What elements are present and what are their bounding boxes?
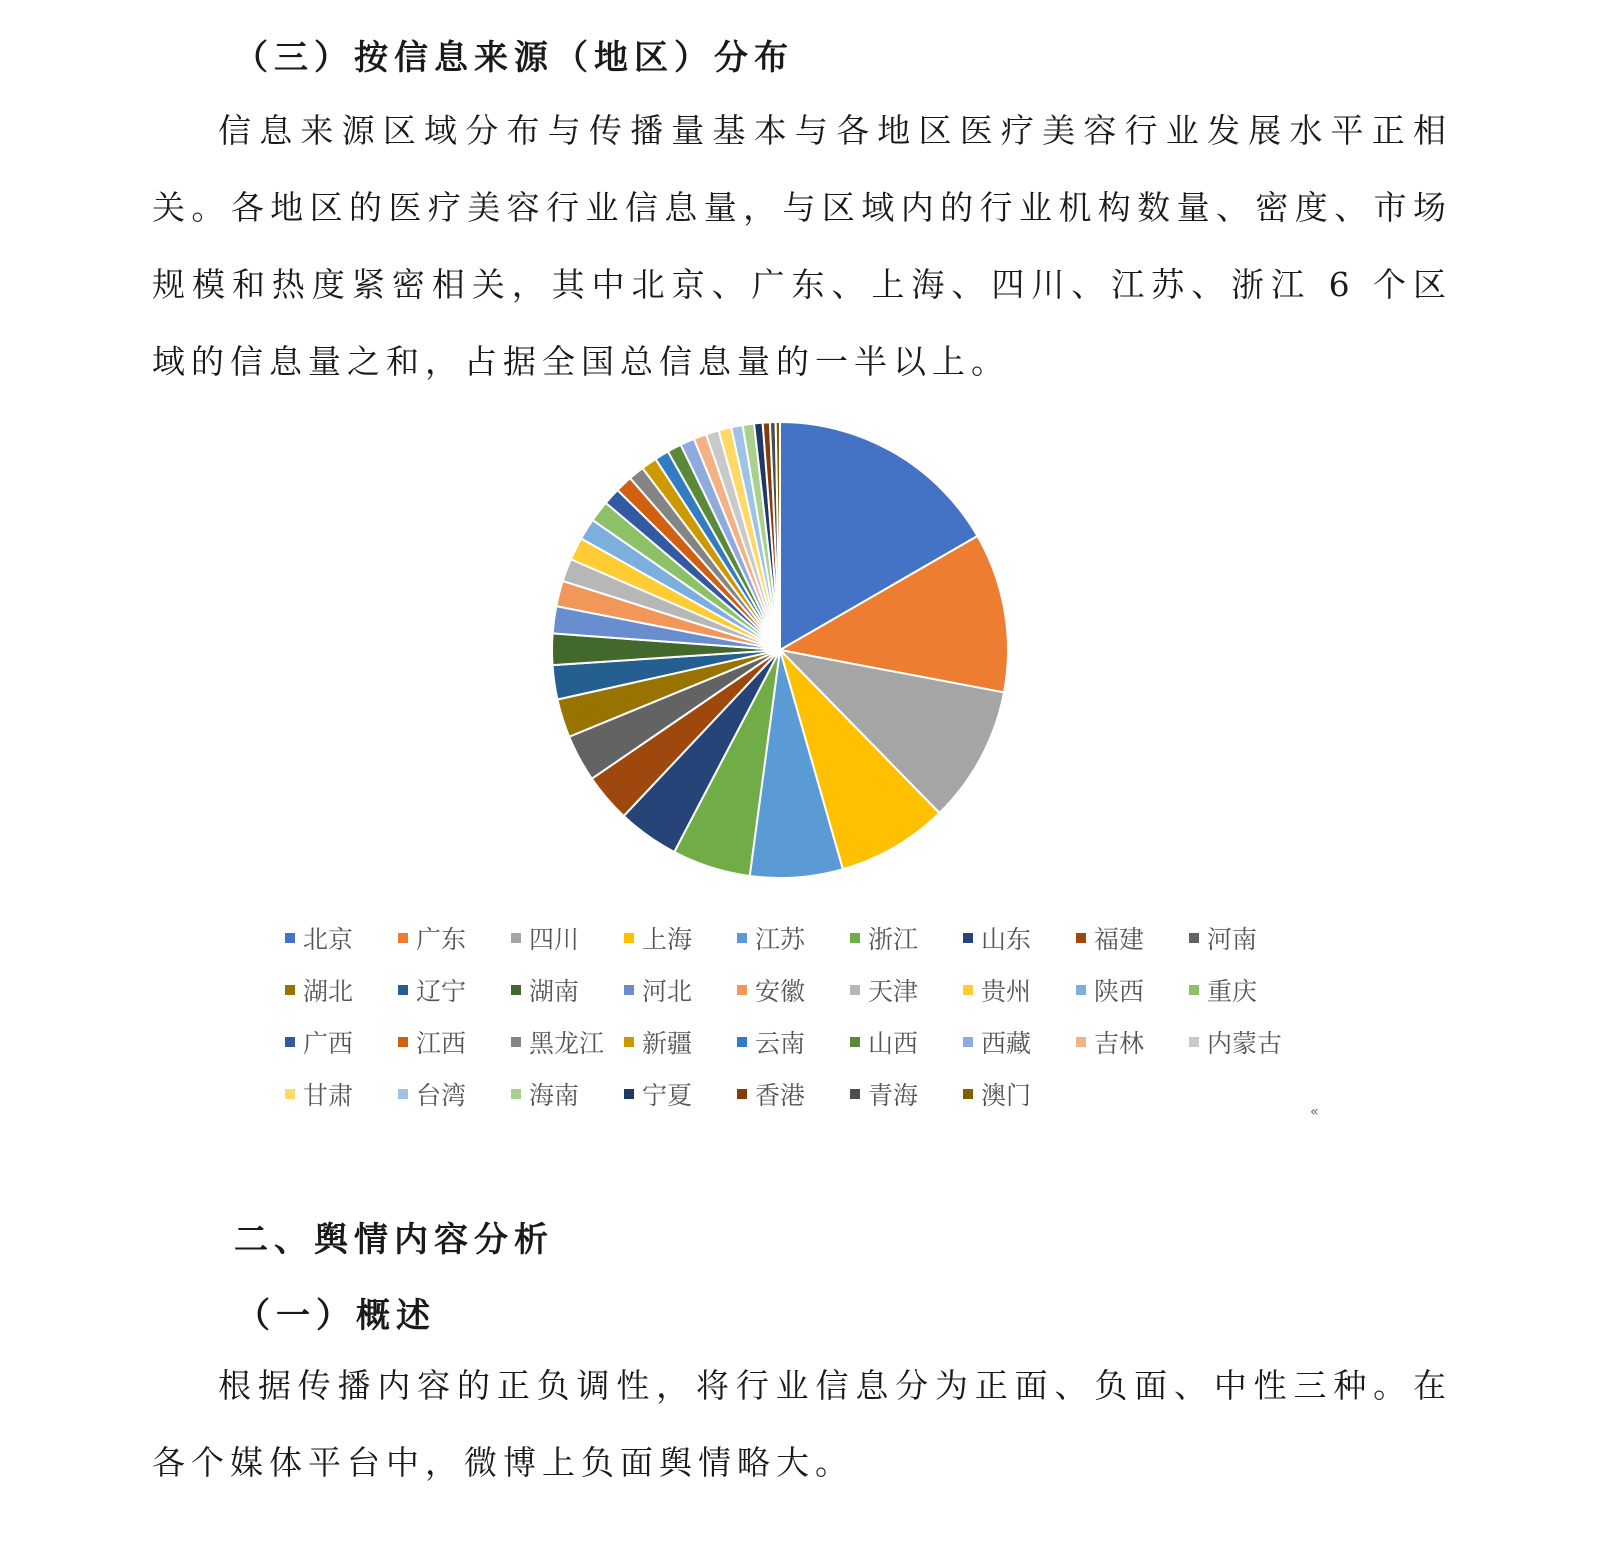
- legend-item: [511, 1016, 624, 1068]
- legend-item: [1189, 912, 1302, 964]
- legend-label: 江苏: [755, 925, 806, 954]
- legend-swatch: [285, 1089, 295, 1099]
- legend-item: [398, 912, 511, 964]
- legend-swatch: [511, 933, 521, 943]
- legend-item: [963, 1016, 1076, 1068]
- paragraph-region-distribution: 信息来源区域分布与传播量基本与各地区医疗美容行业发展水平正相关。各地区的医疗美容行业信息量，与区域内的行业机构数量、密度、市场规模和热度紧密相关，其中北京、广东、上海、四川、江苏、浙江 6 个区域的信息量之和，占据全国总信息量的一半以上。: [152, 111, 1452, 381]
- legend-swatch: [737, 985, 747, 995]
- legend-swatch: [737, 1037, 747, 1047]
- legend-label: 云南: [755, 1029, 806, 1058]
- legend-swatch: [850, 985, 860, 995]
- legend-swatch: [398, 1089, 408, 1099]
- legend-item: [1189, 1016, 1302, 1068]
- legend-label: 贵州: [981, 977, 1032, 1006]
- legend-swatch: [1189, 933, 1199, 943]
- legend-label: 安徽: [755, 977, 806, 1006]
- legend-label: 澳门: [981, 1081, 1032, 1110]
- legend-label: 北京: [303, 925, 354, 954]
- legend-item: [850, 912, 963, 964]
- legend-label: 河北: [642, 977, 693, 1006]
- legend-swatch: [850, 1037, 860, 1047]
- legend-label: 湖南: [529, 977, 580, 1006]
- legend-label: 四川: [529, 925, 580, 954]
- legend-label: 内蒙古: [1207, 1029, 1283, 1058]
- legend-item: [511, 964, 624, 1016]
- legend-swatch: [285, 985, 295, 995]
- legend-swatch: [624, 1089, 634, 1099]
- legend-item: [398, 964, 511, 1016]
- legend-swatch: [963, 1037, 973, 1047]
- legend-label: 山西: [868, 1029, 919, 1058]
- legend-label: 山东: [981, 925, 1032, 954]
- legend-label: 广西: [303, 1029, 354, 1058]
- section-2-heading: 二、舆情内容分析: [234, 1220, 554, 1260]
- legend-label: 重庆: [1207, 977, 1258, 1006]
- legend-label: 辽宁: [416, 977, 467, 1006]
- legend-label: 天津: [868, 977, 919, 1006]
- legend-item: [511, 912, 624, 964]
- legend-item: [1076, 1016, 1189, 1068]
- overview-heading: （一）概述: [236, 1296, 436, 1336]
- legend-swatch: [398, 933, 408, 943]
- legend-swatch: [285, 1037, 295, 1047]
- legend-swatch: [737, 1089, 747, 1099]
- legend-swatch: [398, 1037, 408, 1047]
- legend-item: [737, 912, 850, 964]
- legend-item: [285, 1068, 398, 1120]
- legend-item: [624, 1016, 737, 1068]
- legend-item: [398, 1068, 511, 1120]
- legend-item: [624, 912, 737, 964]
- legend-label: 西藏: [981, 1029, 1032, 1058]
- legend-label: 上海: [642, 925, 693, 954]
- legend-label: 福建: [1094, 925, 1145, 954]
- legend-label: 台湾: [416, 1081, 467, 1110]
- legend-swatch: [963, 985, 973, 995]
- legend-item: [511, 1068, 624, 1120]
- region-pie-chart: [540, 410, 1020, 890]
- legend-item: [963, 912, 1076, 964]
- legend-label: 浙江: [868, 925, 919, 954]
- legend-item: [398, 1016, 511, 1068]
- legend-item: [963, 1068, 1076, 1120]
- legend-swatch: [1189, 985, 1199, 995]
- legend-item: [850, 1016, 963, 1068]
- legend-swatch: [963, 1089, 973, 1099]
- legend-swatch: [511, 1089, 521, 1099]
- legend-swatch: [963, 933, 973, 943]
- legend-swatch: [1076, 933, 1086, 943]
- legend-label: 新疆: [642, 1029, 693, 1058]
- legend-swatch: [511, 985, 521, 995]
- legend-label: 广东: [416, 925, 467, 954]
- pie-legend: [285, 912, 1345, 1120]
- legend-item: [737, 1068, 850, 1120]
- legend-item: [1189, 964, 1302, 1016]
- legend-item: [737, 964, 850, 1016]
- legend-swatch: [850, 933, 860, 943]
- legend-item: [624, 964, 737, 1016]
- legend-item: [737, 1016, 850, 1068]
- legend-swatch: [624, 985, 634, 995]
- legend-item: [285, 964, 398, 1016]
- section-heading: （三）按信息来源（地区）分布: [234, 38, 794, 78]
- legend-item: [624, 1068, 737, 1120]
- legend-label: 陕西: [1094, 977, 1145, 1006]
- legend-item: [285, 1016, 398, 1068]
- legend-swatch: [737, 933, 747, 943]
- legend-label: 河南: [1207, 925, 1258, 954]
- legend-label: 湖北: [303, 977, 354, 1006]
- legend-item: [1076, 964, 1189, 1016]
- legend-swatch: [624, 1037, 634, 1047]
- legend-item: [285, 912, 398, 964]
- legend-item: [850, 964, 963, 1016]
- corner-mark: «: [1310, 1104, 1319, 1120]
- legend-swatch: [398, 985, 408, 995]
- legend-swatch: [1076, 1037, 1086, 1047]
- legend-label: 吉林: [1094, 1029, 1145, 1058]
- legend-item: [1076, 912, 1189, 964]
- legend-label: 甘肃: [303, 1081, 354, 1110]
- legend-swatch: [285, 933, 295, 943]
- paragraph-overview: 根据传播内容的正负调性，将行业信息分为正面、负面、中性三种。在各个媒体平台中，微博上负面舆情略大。: [152, 1366, 1452, 1482]
- legend-label: 黑龙江: [529, 1029, 605, 1058]
- legend-swatch: [511, 1037, 521, 1047]
- legend-swatch: [850, 1089, 860, 1099]
- legend-swatch: [1076, 985, 1086, 995]
- legend-item: [963, 964, 1076, 1016]
- legend-swatch: [1189, 1037, 1199, 1047]
- legend-label: 江西: [416, 1029, 467, 1058]
- legend-label: 宁夏: [642, 1081, 693, 1110]
- legend-label: 青海: [868, 1081, 919, 1110]
- legend-label: 香港: [755, 1081, 806, 1110]
- legend-label: 海南: [529, 1081, 580, 1110]
- legend-swatch: [624, 933, 634, 943]
- legend-item: [850, 1068, 963, 1120]
